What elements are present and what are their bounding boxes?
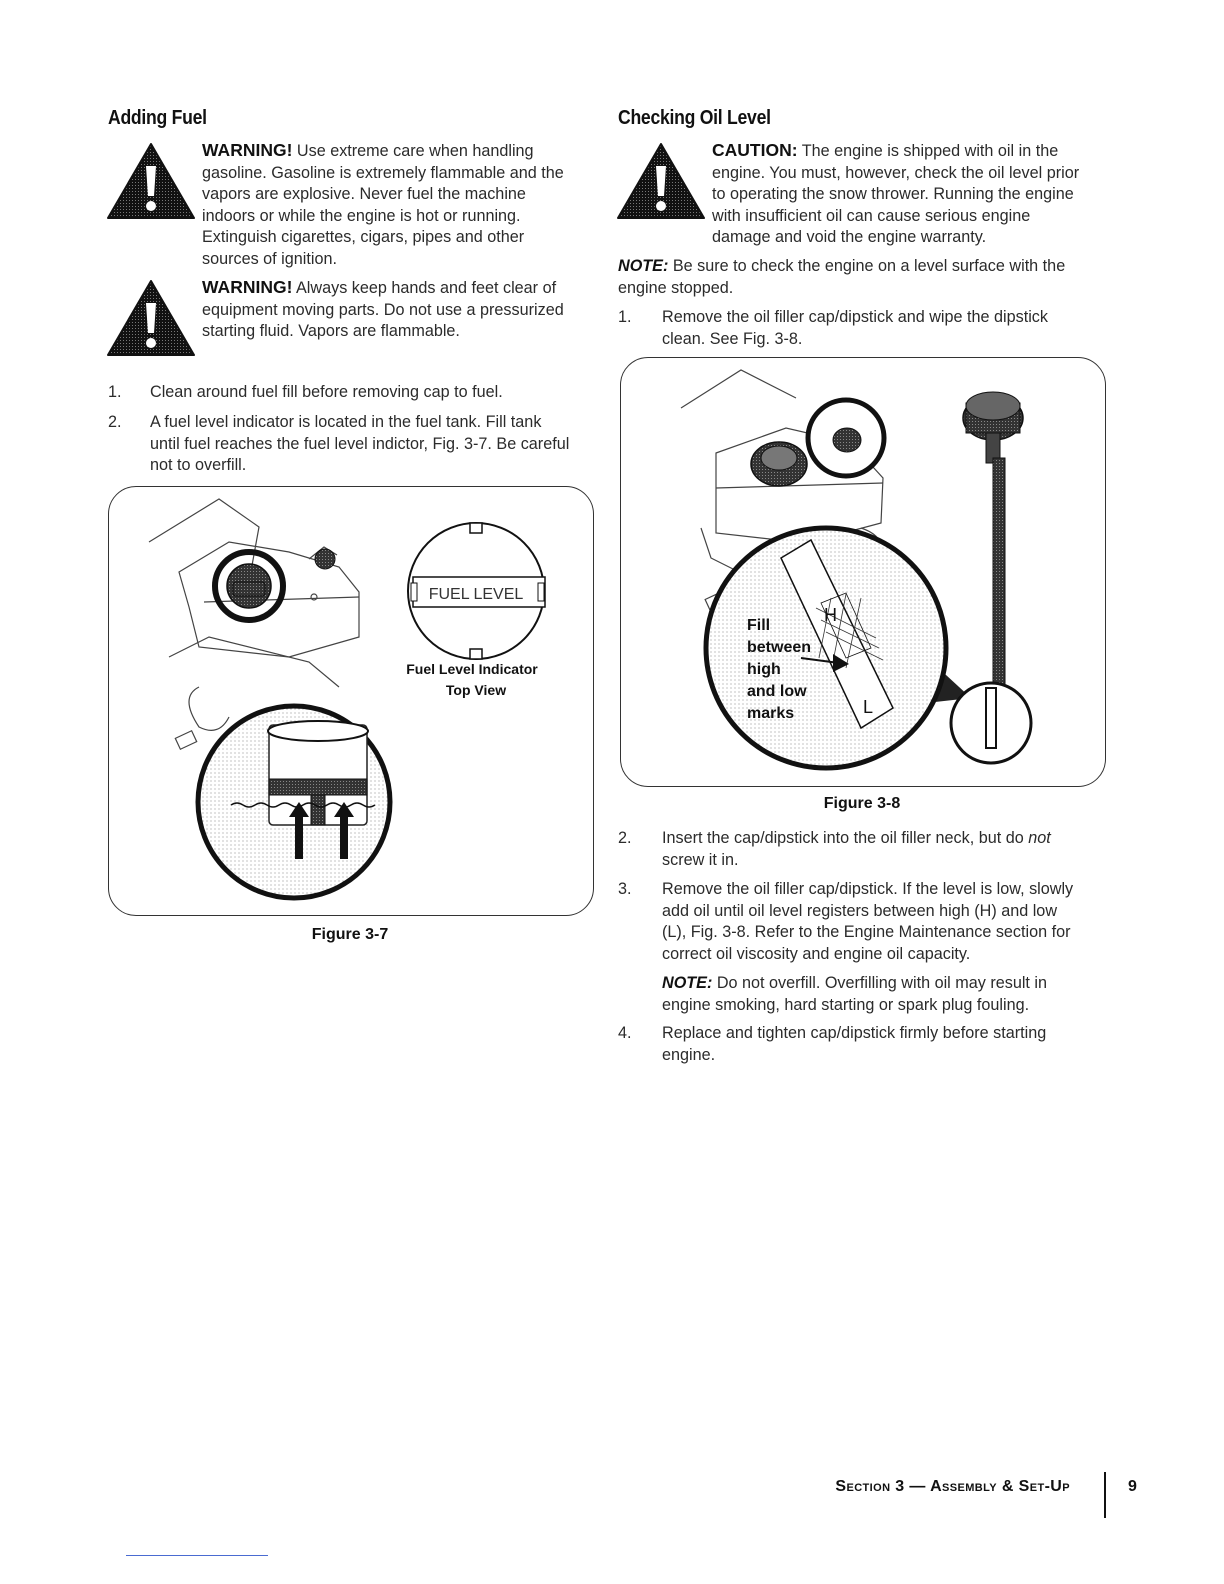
page-number: 9	[1128, 1478, 1137, 1495]
figure-3-8	[620, 357, 1106, 787]
caution-triangle-icon	[615, 140, 707, 222]
caution-text-line: engine. You must, however, check the oil level prior	[712, 163, 1080, 182]
warning-text-line: starting fluid. Vapors are flammable.	[202, 322, 460, 340]
step-text	[662, 828, 1102, 871]
warning-keyword: WARNING!	[202, 277, 293, 297]
warning-text-line: equipment moving parts. Do not use a pressurized	[202, 300, 564, 319]
heading-adding-fuel: Adding Fuel	[108, 107, 207, 129]
caution-keyword: CAUTION:	[712, 140, 798, 160]
fuel-level-text: FUEL LEVEL	[428, 586, 524, 603]
step-number: 4.	[618, 1024, 632, 1042]
warning-text-line: indoors or while the engine is hot or running.	[202, 206, 521, 225]
note-text-line: engine stopped.	[618, 278, 734, 297]
step-text-line: until fuel reaches the fuel level indictor, Fig. 3-7. Be careful	[150, 434, 570, 453]
warning-moving-parts	[202, 277, 592, 343]
figure-3-7-caption: Figure 3-7	[311, 926, 389, 943]
warning-text-line: Extinguish cigarettes, cigars, pipes and other	[202, 228, 525, 246]
dipstick-illustration	[621, 358, 1105, 786]
caution-text-line: to operating the snow thrower. Running the engine	[712, 185, 1074, 203]
warning-fuel-handling	[202, 140, 592, 270]
step-text	[662, 879, 1102, 965]
step-emphasis: not	[1028, 829, 1051, 847]
figure-3-8-caption: Figure 3-8	[823, 795, 901, 812]
figure-3-7	[108, 486, 594, 916]
caution-oil	[712, 140, 1112, 249]
step-text-line: not to overfill.	[150, 456, 247, 474]
step-text-line: (L), Fig. 3-8. Refer to the Engine Maintenance section for	[662, 923, 1071, 941]
step-number: 1.	[618, 308, 632, 326]
step-number: 2.	[618, 829, 632, 847]
heading-checking-oil-level: Checking Oil Level	[618, 107, 771, 129]
fuel-tank-illustration	[109, 487, 593, 915]
fill-text-line: and low	[747, 683, 807, 700]
note-text-line: Be sure to check the engine on a level surface with the	[668, 257, 1066, 275]
note-level-surface	[618, 256, 1098, 299]
step-text	[150, 412, 590, 477]
step-text	[662, 1023, 1102, 1066]
step-text-line: Remove the oil filler cap/dipstick. If the level is low, slowly	[662, 880, 1074, 898]
note-text-line: engine smoking, hard starting or spark plug fouling.	[662, 995, 1030, 1014]
step-text	[662, 307, 1102, 350]
note-keyword: NOTE:	[618, 257, 669, 275]
bottom-rule	[126, 1555, 268, 1556]
warning-text-line: Always keep hands and feet clear of	[292, 279, 557, 297]
fill-text-line: Fill	[747, 617, 771, 634]
step-number: 1.	[108, 383, 122, 401]
indicator-sublabel: Top View	[445, 682, 507, 698]
fill-text-line: marks	[747, 705, 795, 722]
indicator-label: Fuel Level Indicator	[406, 661, 538, 677]
step-text-line: engine.	[662, 1045, 716, 1064]
footer-section-title: Section 3 — Assembly & Set-Up	[835, 1478, 1070, 1495]
step-text-line: clean. See Fig. 3-8.	[662, 329, 803, 348]
note-keyword: NOTE:	[662, 974, 713, 992]
caution-text-line: damage and void the engine warranty.	[712, 228, 987, 246]
step-text-line: screw it in.	[662, 850, 739, 869]
fill-text-line: between	[747, 639, 812, 656]
step-text-line: correct oil viscosity and engine oil capacity.	[662, 944, 971, 963]
fill-text-line: high	[747, 661, 781, 678]
step-text-line: Replace and tighten cap/dipstick firmly before starting	[662, 1024, 1047, 1042]
warning-triangle-icon	[105, 140, 197, 222]
warning-triangle-icon	[105, 277, 197, 359]
step-text-line: Insert the cap/dipstick into the oil filler neck, but do	[662, 829, 1029, 847]
warning-text-line: sources of ignition.	[202, 249, 337, 268]
step-number: 3.	[618, 880, 632, 898]
step-text-line: add oil until oil level registers between high (H) and low	[662, 901, 1058, 920]
step-text: Clean around fuel fill before removing cap to fuel.	[150, 383, 503, 401]
step-text-line: A fuel level indicator is located in the fuel tank. Fill tank	[150, 413, 542, 431]
note-text-line: Do not overfill. Overfilling with oil may result in	[712, 974, 1048, 992]
warning-text-line: Use extreme care when handling	[292, 142, 534, 160]
warning-keyword: WARNING!	[202, 140, 293, 160]
step-text-line: Remove the oil filler cap/dipstick and wipe the dipstick	[662, 308, 1048, 326]
high-mark: H	[824, 605, 837, 625]
footer-divider	[1104, 1472, 1106, 1518]
caution-text-line: with insufficient oil can cause serious engine	[712, 206, 1031, 225]
caution-text-line: The engine is shipped with oil in the	[797, 142, 1059, 160]
step-number: 2.	[108, 413, 122, 431]
note-overfill	[662, 973, 1102, 1016]
warning-text-line: gasoline. Gasoline is extremely flammable and the	[202, 163, 564, 182]
low-mark: L	[863, 697, 874, 717]
warning-text-line: vapors are explosive. Never fuel the machine	[202, 185, 526, 203]
